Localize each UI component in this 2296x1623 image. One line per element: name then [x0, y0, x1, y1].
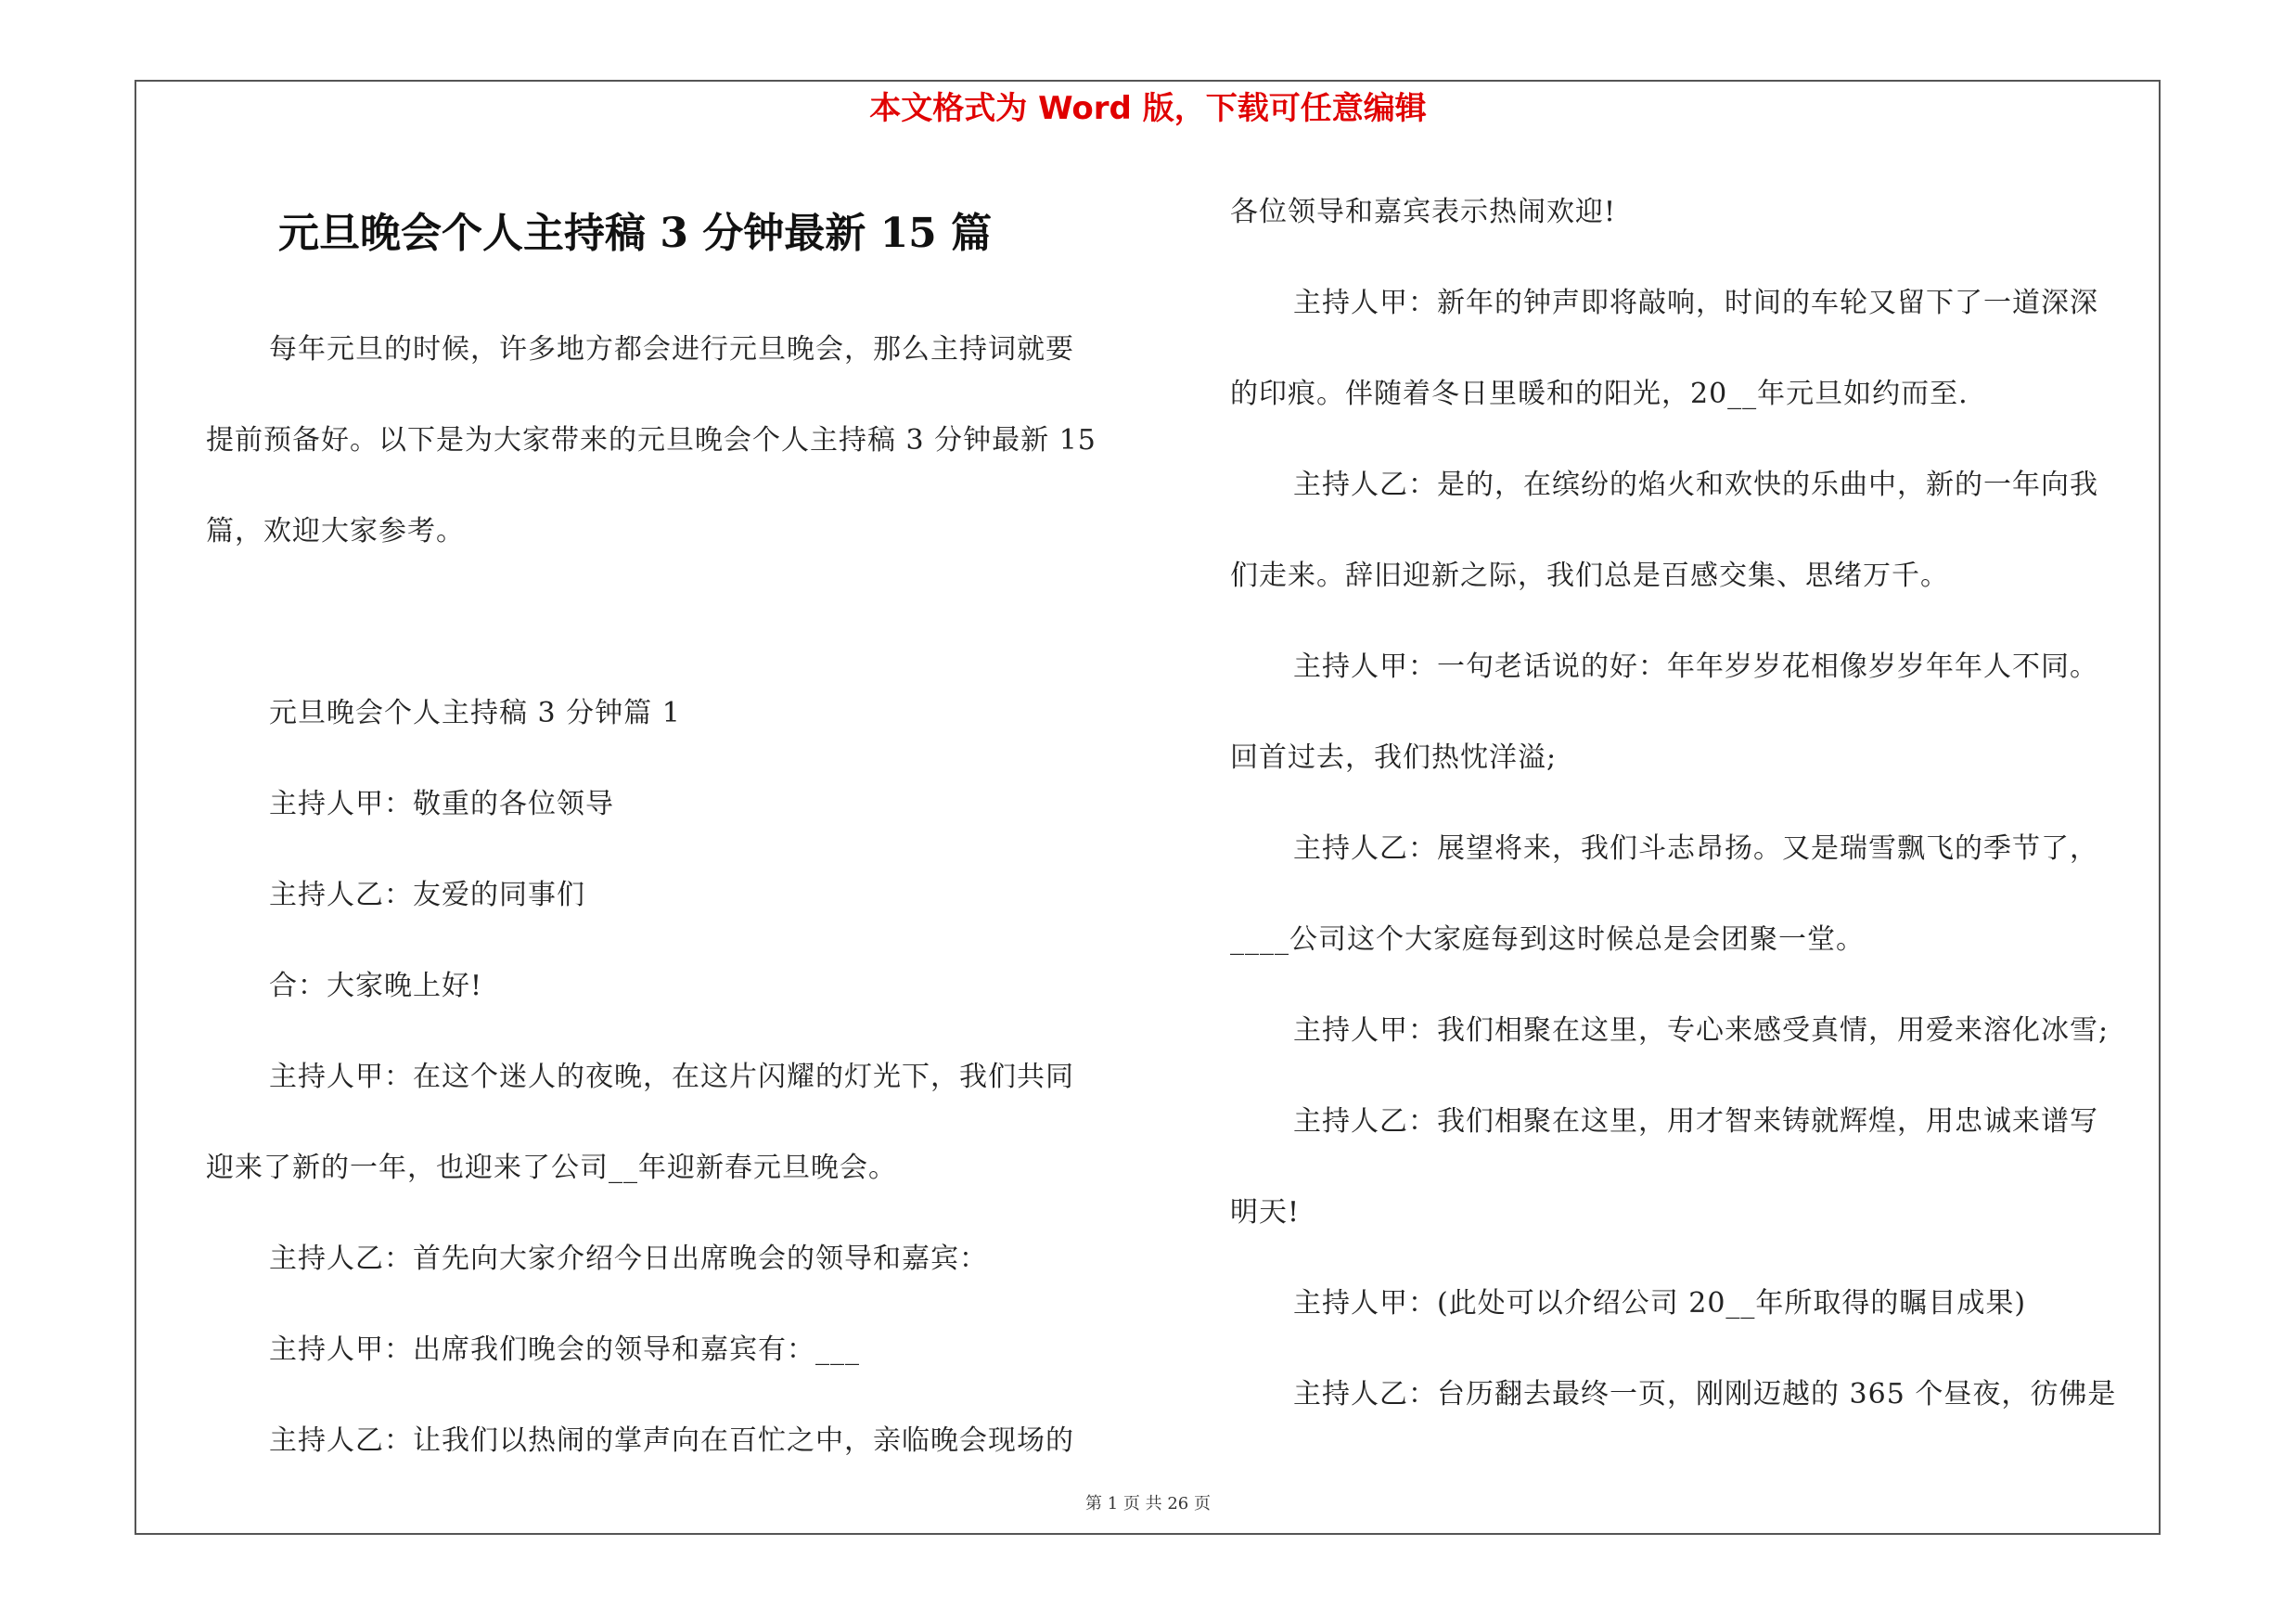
paragraph: 主持人甲：出席我们晚会的领导和嘉宾有：___: [269, 1333, 860, 1366]
paragraph: 主持人乙：让我们以热闹的掌声向在百忙之中，亲临晚会现场的: [269, 1424, 1074, 1457]
paragraph: 提前预备好。以下是为大家带来的元旦晚会个人主持稿 3 分钟最新 15: [206, 424, 1097, 457]
paragraph: 主持人甲：在这个迷人的夜晚，在这片闪耀的灯光下，我们共同: [269, 1061, 1074, 1093]
paragraph: 明天!: [1230, 1196, 1301, 1229]
paragraph: 的印痕。伴随着冬日里暖和的阳光，20__年元旦如约而至.: [1230, 378, 1969, 410]
paragraph: 们走来。辞旧迎新之际，我们总是百感交集、思绪万千。: [1230, 560, 1949, 592]
section-heading: 元旦晚会个人主持稿 3 分钟篇 1: [269, 697, 681, 729]
paragraph: 各位领导和嘉宾表示热闹欢迎!: [1230, 196, 1617, 228]
document-title: 元旦晚会个人主持稿 3 分钟最新 15 篇: [278, 210, 993, 257]
paragraph: 迎来了新的一年，也迎来了公司__年迎新春元旦晚会。: [206, 1152, 897, 1184]
paragraph: ____公司这个大家庭每到这时候总是会团聚一堂。: [1230, 923, 1865, 956]
paragraph: 合：大家晚上好!: [269, 970, 483, 1002]
paragraph: 主持人乙：是的，在缤纷的焰火和欢快的乐曲中，新的一年向我: [1293, 469, 2098, 501]
paragraph: 主持人甲：我们相聚在这里，专心来感受真情，用爱来溶化冰雪;: [1293, 1014, 2110, 1047]
paragraph: 主持人甲：敬重的各位领导: [269, 788, 614, 820]
page-number-footer: 第 1 页 共 26 页: [1085, 1494, 1211, 1514]
paragraph: 主持人甲：一句老话说的好：年年岁岁花相像岁岁年年人不同。: [1293, 650, 2098, 683]
paragraph: 主持人乙：台历翻去最终一页，刚刚迈越的 365 个昼夜，彷佛是: [1293, 1378, 2117, 1410]
paragraph: 每年元旦的时候，许多地方都会进行元旦晚会，那么主持词就要: [269, 333, 1074, 366]
paragraph: 主持人乙：展望将来，我们斗志昂扬。又是瑞雪飘飞的季节了，: [1293, 832, 2098, 865]
paragraph: 主持人甲：新年的钟声即将敲响，时间的车轮又留下了一道深深: [1293, 287, 2098, 319]
paragraph: 主持人乙：首先向大家介绍今日出席晚会的领导和嘉宾：: [269, 1243, 988, 1275]
paragraph: 回首过去，我们热忱洋溢;: [1230, 741, 1558, 774]
paragraph: 主持人甲：(此处可以介绍公司 20__年所取得的瞩目成果): [1293, 1287, 2027, 1320]
paragraph: 篇，欢迎大家参考。: [206, 515, 465, 547]
format-banner: 本文格式为 Word 版，下载可任意编辑: [869, 90, 1427, 127]
paragraph: 主持人乙：友爱的同事们: [269, 879, 585, 911]
paragraph: 主持人乙：我们相聚在这里，用才智来铸就辉煌，用忠诚来谱写: [1293, 1105, 2098, 1138]
